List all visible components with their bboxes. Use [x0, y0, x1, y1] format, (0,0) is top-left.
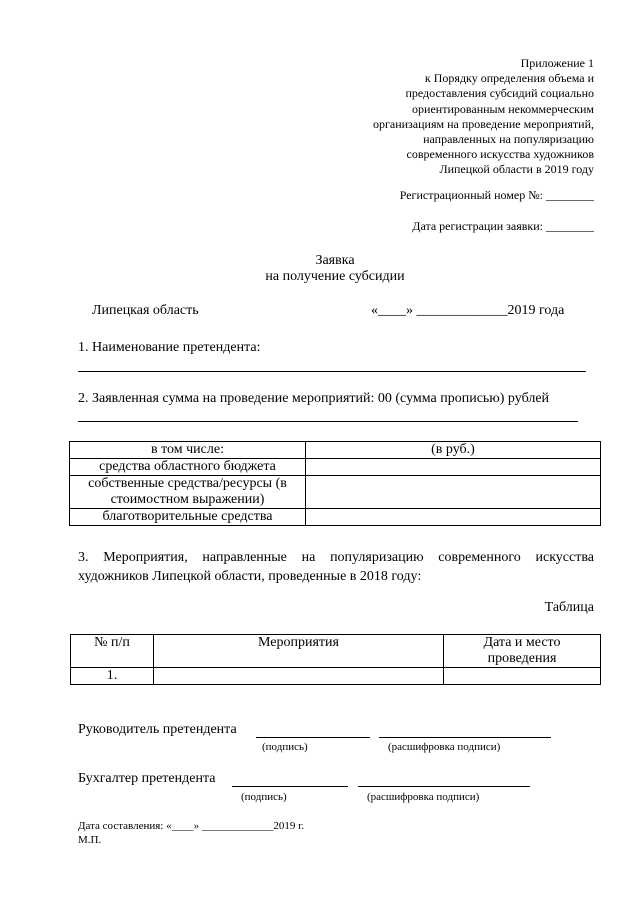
registration-number: Регистрационный номер №: ________ [399, 188, 594, 202]
appendix-line: современного искусства художников [406, 147, 594, 162]
head-signature-label: Руководитель претендента [78, 722, 237, 737]
date-line: «____» _____________2019 года [371, 303, 565, 318]
item-applicant-name: 1. Наименование претендента: [78, 340, 261, 355]
sum-breakdown-table [69, 441, 601, 526]
accountant-signature-line [232, 786, 348, 787]
appendix-header [294, 56, 594, 178]
table-row [71, 635, 601, 668]
region-label: Липецкая область [92, 303, 199, 318]
table-cell [306, 509, 601, 526]
declared-sum-line [78, 421, 578, 422]
appendix-line: предоставления субсидий социально [405, 86, 594, 101]
item-declared-sum: 2. Заявленная сумма на проведение мероприятий: 00 (сумма прописью) рублей [78, 391, 550, 406]
table-cell: 1. [71, 668, 154, 685]
table-cell: благотворительные средства [70, 509, 306, 526]
head-sign-caption: (подпись) [262, 741, 308, 753]
table-header-cell: Мероприятия [154, 635, 444, 668]
appendix-line: Приложение 1 [520, 56, 594, 70]
head-decode-caption: (расшифровка подписи) [388, 741, 501, 753]
registration-date: Дата регистрации заявки: ________ [412, 219, 594, 233]
accountant-decode-caption: (расшифровка подписи) [367, 791, 480, 803]
document-subtitle: на получение субсидии [265, 269, 405, 284]
accountant-signature-label: Бухгалтер претендента [78, 771, 216, 786]
events-table [70, 634, 601, 685]
appendix-line: направленных на популяризацию [423, 132, 594, 147]
accountant-sign-caption: (подпись) [241, 791, 287, 803]
table-row [70, 476, 601, 509]
appendix-line: к Порядку определения объема и [424, 71, 594, 86]
table-row [70, 442, 601, 459]
appendix-line: организациям на проведение мероприятий, [372, 116, 594, 131]
table-cell [306, 459, 601, 476]
table-row [70, 509, 601, 526]
table-header-cell: № п/п [71, 635, 154, 668]
appendix-line: Липецкой области в 2019 году [439, 162, 594, 177]
table-label: Таблица [544, 600, 594, 615]
table-cell [444, 668, 601, 685]
applicant-name-line [78, 371, 586, 372]
table-cell [306, 476, 601, 509]
table-header-cell: в том числе: [70, 442, 306, 459]
accountant-decode-line [358, 786, 530, 787]
appendix-line: ориентированным некоммерческим [412, 101, 594, 116]
document-title: Заявка [315, 253, 355, 268]
table-header-cell: Дата и место проведения [444, 635, 601, 668]
table-cell [154, 668, 444, 685]
table-row [71, 668, 601, 685]
compilation-date: Дата составления: «____» _____________2019 г. [78, 820, 305, 832]
table-header-cell: (в руб.) [306, 442, 601, 459]
head-signature-line [256, 737, 370, 738]
table-row [70, 459, 601, 476]
table-cell: средства областного бюджета [70, 459, 306, 476]
item-events: 3. Мероприятия, направленные на популяризацию современного искусства художников Липецкой области, проведенные в 2018 году: [78, 550, 594, 584]
head-decode-line [379, 737, 551, 738]
stamp-label: М.П. [78, 834, 102, 846]
table-cell: собственные средства/ресурсы (в стоимостном выражении) [70, 476, 306, 509]
